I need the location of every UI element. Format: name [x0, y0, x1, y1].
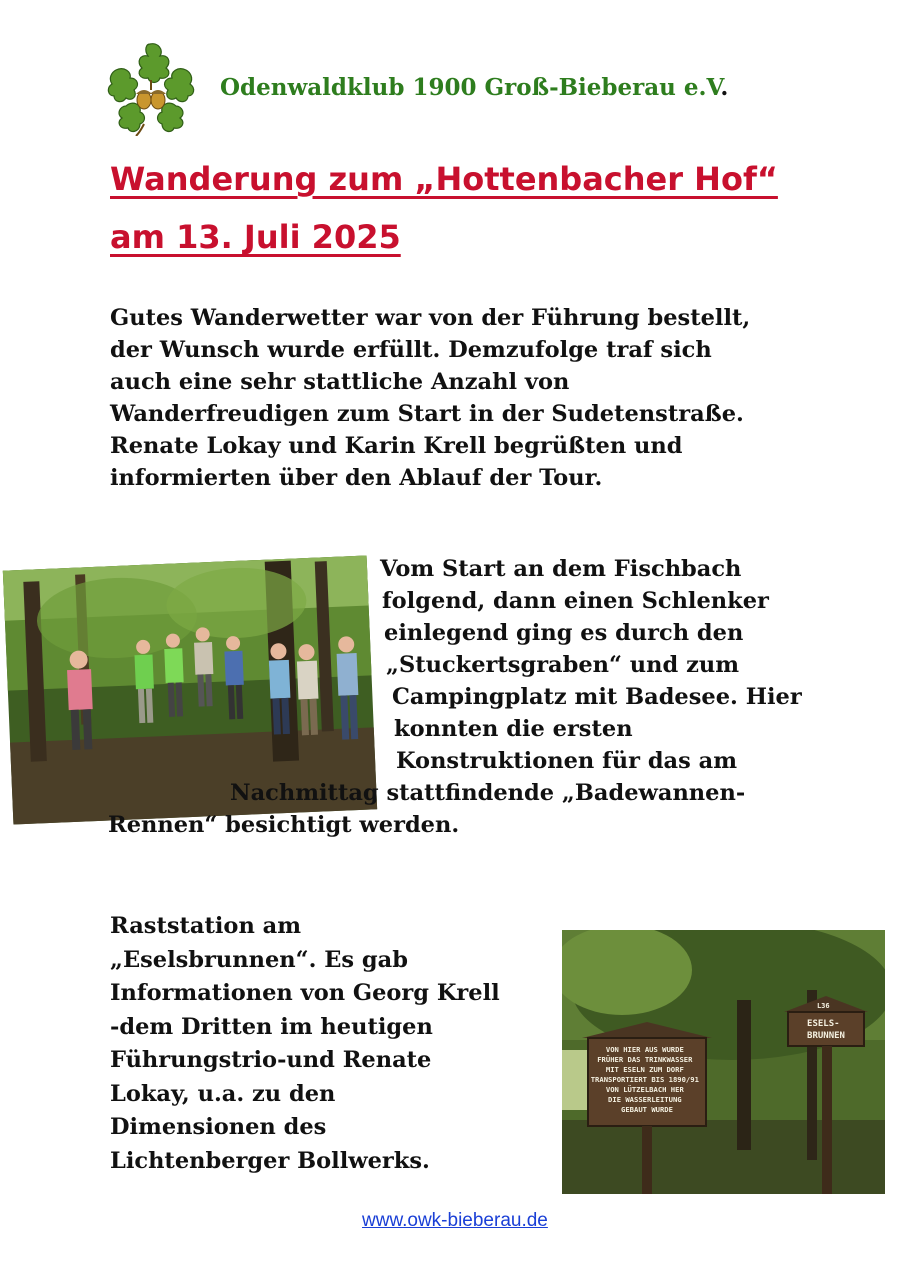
- route-line: Nachmittag stattfindende „Badewannen-: [230, 780, 746, 806]
- sign-right-line: BRUNNEN: [807, 1031, 845, 1041]
- sign-left-line: FRÜHER DAS TRINKWASSER: [597, 1055, 693, 1064]
- route-line: folgend, dann einen Schlenker: [382, 588, 769, 614]
- intro-line: Gutes Wanderwetter war von der Führung bestellt,: [110, 305, 751, 331]
- sign-left-line: VON LÜTZELBACH HER: [605, 1085, 684, 1094]
- rest-line: Lichtenberger Bollwerks.: [110, 1147, 430, 1174]
- title-line-1: Wanderung zum „Hottenbacher Hof“: [110, 160, 778, 198]
- rest-line: Lokay, u.a. zu den: [110, 1080, 336, 1107]
- route-line: konnten die ersten: [394, 716, 633, 742]
- rest-line: Informationen von Georg Krell: [110, 980, 500, 1006]
- intro-line: Wanderfreudigen zum Start in der Sudetenstraße.: [110, 401, 744, 427]
- sign-left-line: TRANSPORTIERT BIS 1890/91: [590, 1075, 699, 1084]
- rest-line: Raststation am: [110, 913, 302, 939]
- sign-right-line: ESELS-: [807, 1019, 840, 1029]
- rest-line: -dem Dritten im heutigen: [110, 1013, 433, 1040]
- rest-paragraph: [110, 910, 500, 1178]
- route-line: „Stuckertsgraben“ und zum: [386, 652, 740, 678]
- rest-line: Dimensionen des: [110, 1114, 327, 1140]
- route-line: Rennen“ besichtigt werden.: [108, 812, 460, 838]
- page-title: [110, 150, 778, 266]
- eselsbrunnen-sign-photo: [562, 930, 885, 1194]
- rest-line: Führungstrio-und Renate: [110, 1047, 432, 1073]
- route-line: Campingplatz mit Badesee. Hier: [392, 684, 802, 710]
- intro-line: informierten über den Ablauf der Tour.: [110, 465, 603, 491]
- sign-left-line: MIT ESELN ZUM DORF: [605, 1065, 684, 1074]
- sign-left-line: DIE WASSERLEITUNG: [608, 1095, 682, 1104]
- intro-line: Renate Lokay und Karin Krell begrüßten und: [110, 433, 683, 459]
- rest-line: „Eselsbrunnen“. Es gab: [110, 946, 408, 973]
- oak-leaves-acorns-logo: [106, 40, 196, 136]
- intro-paragraph: [110, 302, 750, 494]
- organization-name: Odenwaldklub 1900 Groß-Bieberau e.V.: [220, 74, 729, 101]
- route-paragraph: [108, 553, 802, 841]
- sign-left-line: VON HIER AUS WURDE: [605, 1045, 684, 1054]
- title-line-2: am 13. Juli 2025: [110, 218, 401, 256]
- route-line: Vom Start an dem Fischbach: [380, 556, 742, 582]
- intro-line: der Wunsch wurde erfüllt. Demzufolge traf sich: [110, 337, 712, 363]
- sign-left-line: GEBAUT WURDE: [621, 1105, 673, 1114]
- sign-right-line: L36: [816, 1002, 830, 1010]
- route-line: einlegend ging es durch den: [384, 620, 744, 646]
- route-line: Konstruktionen für das am: [396, 748, 738, 774]
- intro-line: auch eine sehr stattliche Anzahl von: [110, 369, 570, 395]
- website-link[interactable]: www.owk-bieberau.de: [362, 1210, 548, 1231]
